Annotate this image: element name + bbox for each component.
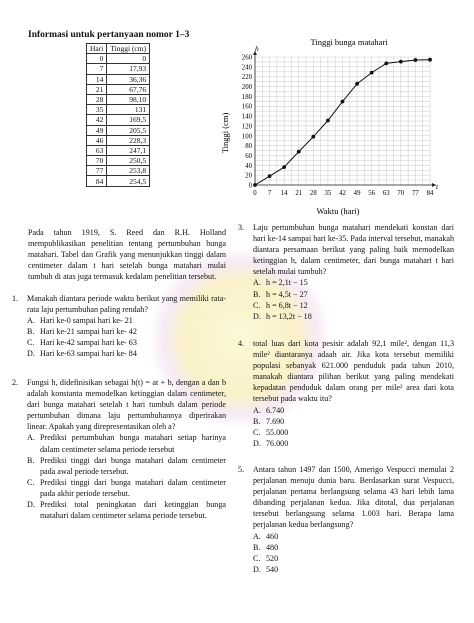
question-3 xyxy=(238,222,454,322)
option-letter: B. xyxy=(27,327,35,337)
option-letter: B. xyxy=(253,416,261,426)
table-row xyxy=(87,176,150,186)
cell-height: 205,5 xyxy=(107,125,150,135)
option-text: 6.740 xyxy=(266,405,285,415)
question-text: Laju pertumbuhan bunga matahari mendekati konstan dari hari ke-14 sampai hari ke-35. Pada interval tersebut, manakah diantara persamaan berikut yang paling baik memodelkan ketinggian h, dalam centimeter, dari bunga matahari t hari setelah mulai tumbuh? xyxy=(253,223,454,277)
option-text: h = 2,1t − 15 xyxy=(266,278,308,288)
answer-option[interactable] xyxy=(253,405,454,416)
x-tick-label: 21 xyxy=(295,190,303,197)
question-2 xyxy=(12,377,226,521)
x-tick-label: 35 xyxy=(324,190,332,197)
option-text: 540 xyxy=(266,564,279,574)
question-1 xyxy=(12,293,226,360)
cell-height: 253,8 xyxy=(107,166,150,176)
data-point xyxy=(384,61,388,65)
question-text: total luas dari kota pesisir adalah 92,1 mile², dengan 11,3 mile² diantaranya adaah air. Jika kota tersebut memiliki populasi sebanyak 621.000 penduduk pada tahun 2010, manakah diantara pilihan berikut yang paling mendekati kepadatan penduduk dalam orang per mile² area dari kota tersebut pada waktu itu? xyxy=(253,339,454,404)
column-header-day: Hari xyxy=(87,44,107,54)
data-point xyxy=(341,100,345,104)
cell-height: 254,5 xyxy=(107,176,150,186)
option-letter: D. xyxy=(253,311,261,321)
question-text: Fungsi h, didefinisikan sebagai h(t) = at + b, dengan a dan b adalah konstanta memodelkan ketinggian dalam centimeter, dari bunga matahari setelah t hari tumbuh dalam periode pertumbuhan dimana laju pertumbuhannya diperirakan linear. Apakah yang direpresentasikan oleh a? xyxy=(27,378,226,432)
answer-option[interactable] xyxy=(253,311,454,322)
option-text: 520 xyxy=(266,553,279,563)
option-letter: C. xyxy=(253,427,261,437)
data-point xyxy=(282,165,286,169)
data-point xyxy=(311,135,315,139)
option-letter: D. xyxy=(253,438,261,448)
option-text: h = 13,2t − 18 xyxy=(266,311,312,321)
cell-height: 131 xyxy=(107,105,150,115)
y-axis-symbol: h xyxy=(255,44,259,53)
cell-height: 247,1 xyxy=(107,145,150,155)
x-tick-label: 77 xyxy=(412,190,419,197)
option-text: Hari ke-21 sampai hari ke- 42 xyxy=(40,327,137,337)
answer-option[interactable] xyxy=(253,542,454,553)
data-point xyxy=(297,150,301,154)
y-axis-label: Tinggi (cm) xyxy=(220,112,230,154)
table-row xyxy=(87,94,150,104)
answer-option[interactable] xyxy=(253,427,454,438)
x-tick-label: 42 xyxy=(339,190,346,197)
answer-option[interactable] xyxy=(253,531,454,542)
cell-height: 67,76 xyxy=(107,84,150,94)
option-text: 460 xyxy=(266,531,279,541)
y-tick-label: 20 xyxy=(245,172,252,180)
option-text: 76.000 xyxy=(266,438,289,448)
cell-day: 42 xyxy=(87,115,107,125)
option-text: Hari ke-42 sampai hari ke- 63 xyxy=(40,338,137,348)
option-letter: A. xyxy=(27,433,35,443)
table-row xyxy=(87,125,150,135)
y-tick-label: 0 xyxy=(248,182,252,190)
answer-option[interactable] xyxy=(27,499,226,521)
question-text: Antara tahun 1497 dan 1500, Amerigo Vespucci memulai 2 perjalanan menuju dunia baru. Berdasarkan surat Vespucci, perjalanan pertama berlangsung selama 43 hari lebih lama dibanding perjalanan kedua. Jika ditotal, dua perjalanan tersebut berlangsung selama 1.003 hari. Berapa lama perjalanan kedua berlangsung? xyxy=(253,465,454,530)
cell-day: 70 xyxy=(87,156,107,166)
y-tick-label: 100 xyxy=(241,133,252,141)
option-text: 480 xyxy=(266,542,279,552)
data-point xyxy=(370,71,374,75)
option-letter: B. xyxy=(253,289,261,299)
option-text: h = 6,8t − 12 xyxy=(266,300,308,310)
cell-height: 250,5 xyxy=(107,156,150,166)
option-letter: D. xyxy=(27,349,35,359)
height-table xyxy=(86,43,150,187)
answer-option[interactable] xyxy=(27,326,226,337)
chart-grid xyxy=(253,51,436,187)
cell-height: 169,5 xyxy=(107,115,150,125)
answer-option[interactable] xyxy=(27,455,226,477)
x-tick-label: 14 xyxy=(280,190,288,197)
answer-option[interactable] xyxy=(253,300,454,311)
cell-day: 28 xyxy=(87,94,107,104)
cell-day: 49 xyxy=(87,125,107,135)
question-text: Manakah diantara periode waktu berikut yang memiliki rata-rata laju pertumbuhan paling rendah? xyxy=(27,294,226,315)
option-letter: A. xyxy=(253,531,261,541)
option-letter: D. xyxy=(27,500,35,510)
y-tick-label: 180 xyxy=(241,93,252,101)
question-5 xyxy=(238,464,454,575)
data-point xyxy=(326,119,330,123)
x-tick-label: 28 xyxy=(309,190,317,197)
option-letter: C. xyxy=(27,477,35,487)
option-letter: C. xyxy=(27,338,35,348)
y-tick-label: 120 xyxy=(241,123,252,131)
question-number: 5. xyxy=(238,465,245,474)
option-letter: A. xyxy=(253,405,261,415)
cell-height: 36,36 xyxy=(107,74,150,84)
question-number: 1. xyxy=(12,294,19,303)
question-number: 2. xyxy=(12,378,19,387)
table-row xyxy=(87,166,150,176)
x-axis-symbol: t xyxy=(436,182,439,191)
sunflower-chart xyxy=(218,33,474,219)
column-header-height: Tinggi (cm) xyxy=(107,44,150,54)
y-tick-label: 60 xyxy=(245,152,252,160)
cell-day: 35 xyxy=(87,105,107,115)
table-row xyxy=(87,105,150,115)
x-tick-label: 70 xyxy=(397,190,405,197)
option-letter: A. xyxy=(27,316,35,326)
option-letter: C. xyxy=(253,300,261,310)
question-4 xyxy=(238,338,454,449)
cell-height: 0 xyxy=(107,54,150,64)
data-point xyxy=(414,58,418,62)
answer-option[interactable] xyxy=(27,348,226,359)
y-tick-label: 160 xyxy=(241,103,252,111)
table-row xyxy=(87,84,150,94)
data-point xyxy=(428,58,432,62)
cell-day: 21 xyxy=(87,84,107,94)
option-letter: C. xyxy=(253,553,261,563)
table-row xyxy=(87,64,150,74)
data-point xyxy=(253,183,257,187)
answer-option[interactable] xyxy=(253,438,454,449)
cell-day: 0 xyxy=(87,54,107,64)
answer-option[interactable] xyxy=(27,432,226,454)
table-row xyxy=(87,135,150,145)
option-letter: D. xyxy=(253,564,261,574)
y-tick-label: 80 xyxy=(245,143,252,151)
table-row xyxy=(87,115,150,125)
y-tick-label: 220 xyxy=(241,74,252,82)
x-tick-label: 84 xyxy=(426,190,434,197)
y-tick-label: 260 xyxy=(241,54,252,62)
x-axis-label: Waktu (hari) xyxy=(316,206,360,216)
cell-height: 228,3 xyxy=(107,135,150,145)
data-point xyxy=(355,82,359,86)
option-text: h = 4,5t − 27 xyxy=(266,289,308,299)
option-letter: B. xyxy=(253,542,261,552)
table-row xyxy=(87,74,150,84)
x-tick-label: 49 xyxy=(353,190,361,197)
cell-day: 7 xyxy=(87,64,107,74)
answer-option[interactable] xyxy=(253,416,454,427)
x-tick-label: 7 xyxy=(267,190,272,197)
option-text: 55.000 xyxy=(266,427,289,437)
x-tick-label: 56 xyxy=(368,190,376,197)
table-row xyxy=(87,54,150,64)
option-text: Hari ke-63 sampai hari ke- 84 xyxy=(40,349,137,359)
x-tick-label: 63 xyxy=(382,190,390,197)
cell-day: 14 xyxy=(87,74,107,84)
data-point xyxy=(268,174,272,178)
cell-day: 77 xyxy=(87,166,107,176)
chart-title: Tinggi bunga matahari xyxy=(310,37,388,47)
answer-option[interactable] xyxy=(253,564,454,575)
y-tick-label: 140 xyxy=(241,113,252,121)
y-tick-label: 240 xyxy=(241,64,252,72)
answer-option[interactable] xyxy=(27,337,226,348)
option-text: Prediksi total peningkatan dari ketinggian bunga matahari dalam centimeter selama periode tersebut. xyxy=(40,500,226,521)
question-number: 3. xyxy=(238,223,245,232)
intro-paragraph: Pada tahun 1919, S. Reed dan R.H. Holland mempublikasikan penelitian tentang pertumbuhan bunga matahari. Tabel dan Grafik yang menunjukkan tinggi dalam centimeter dalam t hari setelah bunga matahari mulai tumbuh di atas juga termasuk kedalam penelitian tersebut. xyxy=(28,228,226,282)
table-row xyxy=(87,156,150,166)
option-letter: B. xyxy=(27,455,35,465)
option-letter: A. xyxy=(253,278,261,288)
answer-option[interactable] xyxy=(27,477,226,499)
x-tick-label: 0 xyxy=(253,190,257,197)
answer-option[interactable] xyxy=(253,289,454,300)
cell-day: 84 xyxy=(87,176,107,186)
data-point xyxy=(399,60,403,64)
cell-day: 46 xyxy=(87,135,107,145)
answer-option[interactable] xyxy=(253,553,454,564)
y-tick-label: 200 xyxy=(241,84,252,92)
option-text: Prediksi pertumbuhan bunga matahari setiap harinya dalam centimeter selama periode tersebut xyxy=(40,433,226,454)
answer-option[interactable] xyxy=(253,277,454,288)
option-text: Prediksi tinggi dari bunga matahari dalam centimeter pada awal periode tersebut. xyxy=(40,455,226,476)
option-text: Prediksi tinggi dari bunga matahari dalam centimeter pada akhir periode tersebut. xyxy=(40,477,226,498)
option-text: Hari ke-0 sampai hari ke- 21 xyxy=(40,316,133,326)
table-row xyxy=(87,145,150,155)
cell-height: 98,10 xyxy=(107,94,150,104)
cell-day: 63 xyxy=(87,145,107,155)
y-tick-label: 40 xyxy=(245,162,252,170)
option-text: 7.690 xyxy=(266,416,285,426)
answer-option[interactable] xyxy=(27,315,226,326)
question-number: 4. xyxy=(238,339,245,348)
cell-height: 17,93 xyxy=(107,64,150,74)
section-header: Informasi untuk pertanyaan nomor 1–3 xyxy=(28,30,190,40)
